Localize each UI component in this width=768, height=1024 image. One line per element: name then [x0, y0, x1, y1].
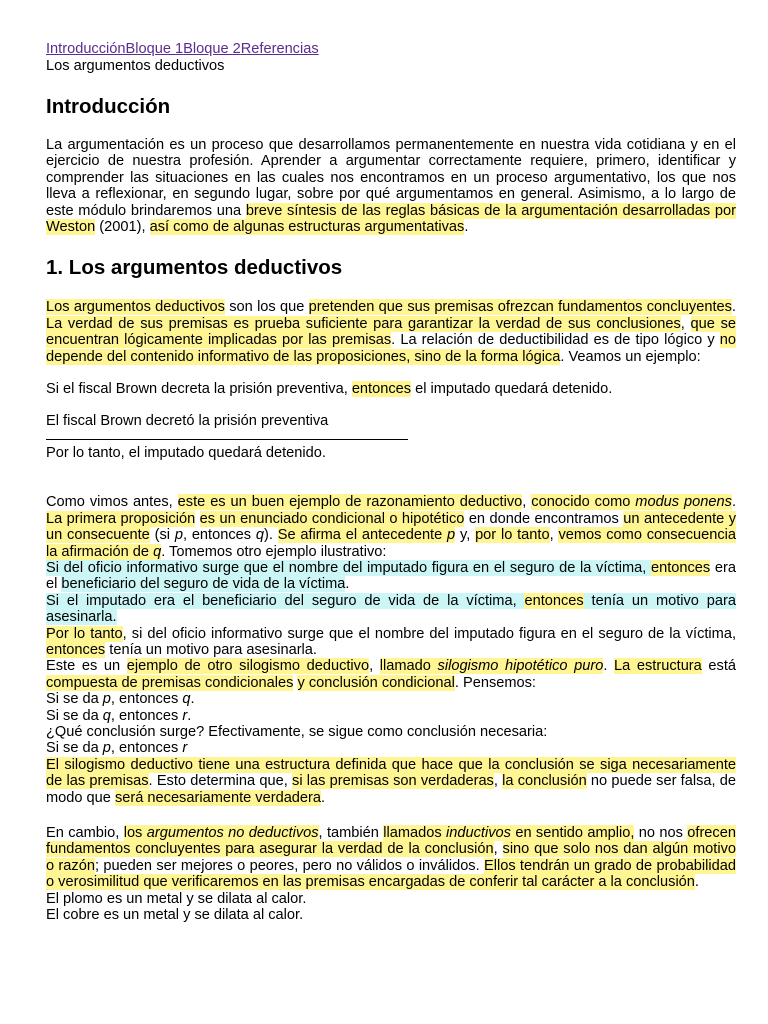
- text: Si se da: [46, 707, 103, 724]
- highlight: entonces: [524, 592, 584, 609]
- text: silogismo hipotético puro: [437, 658, 604, 675]
- text: , entonces: [110, 707, 183, 724]
- text: Se afirma el antecedente: [277, 527, 448, 544]
- text: , entonces: [110, 740, 183, 757]
- text: Si se da: [46, 691, 103, 708]
- text: era el: [46, 559, 736, 593]
- text: modus ponens: [635, 494, 732, 511]
- highlight: si las premisas son verdaderas: [292, 773, 494, 790]
- text: Como vimos antes,: [46, 494, 178, 511]
- syllogism-premise-2: [46, 593, 736, 626]
- text: . Veamos un ejemplo:: [560, 348, 701, 365]
- text: r: [182, 740, 188, 757]
- highlight: breve síntesis de las reglas básicas de la argumentación desarrolladas por Weston: [46, 202, 736, 236]
- text: .: [694, 874, 699, 891]
- text: . La relación de deductibilidad es de tipo lógico y: [391, 332, 720, 349]
- highlight: que se encuentran lógicamente implicadas por las premisas: [46, 315, 736, 349]
- highlight: entonces: [351, 381, 412, 398]
- text: está: [701, 658, 737, 675]
- highlight: pretenden que sus premisas ofrezcan fundamentos concluyentes: [308, 299, 732, 316]
- top-nav: [46, 41, 736, 58]
- text: en sentido amplio,: [510, 825, 635, 841]
- highlight: sino que solo nos dan algún motivo o razón: [46, 841, 737, 874]
- text: r: [182, 707, 188, 724]
- page-subtitle: Los argumentos deductivos: [46, 58, 225, 74]
- text: . Esto determina que,: [148, 773, 293, 790]
- text: .: [731, 299, 736, 316]
- text: ,: [522, 494, 532, 511]
- section1-paragraph-3: [46, 658, 736, 691]
- nav-link-referencias[interactable]: Referencias: [240, 41, 319, 57]
- highlight-cyan: tenía un motivo para asesinarla.: [46, 592, 736, 626]
- section1-paragraph-1: [46, 299, 736, 365]
- heading-introduccion: Introducción: [46, 95, 171, 118]
- text: p: [102, 740, 111, 757]
- highlight: entonces: [46, 641, 106, 658]
- text: En cambio,: [46, 825, 124, 841]
- formal-line-2: [46, 708, 736, 724]
- section1-paragraph-4: [46, 757, 736, 806]
- example-line-3: Por lo tanto, el imputado quedará detenido.: [46, 444, 326, 461]
- text: .: [345, 576, 350, 593]
- highlight-cyan: Si del oficio informativo surge que el nombre del imputado figura en el seguro de la víctima,: [46, 559, 651, 576]
- text: vemos como consecuencia la afirmación de: [46, 527, 736, 560]
- text: , entonces: [110, 691, 183, 708]
- text: Este es un: [46, 658, 127, 675]
- highlight: La verdad de sus premisas es prueba suficiente para garantizar la verdad de sus conclusiones: [46, 315, 681, 332]
- text: . Pensemos:: [454, 674, 536, 691]
- highlight: no depende del contenido informativo de las proposiciones, sino de la forma lógica: [46, 332, 736, 365]
- text: .: [603, 658, 615, 675]
- text: el imputado quedará detenido.: [411, 381, 613, 398]
- text: q: [255, 527, 264, 544]
- highlight: La estructura: [614, 658, 702, 675]
- text: q: [182, 691, 191, 708]
- text: ,: [369, 658, 380, 675]
- text: en donde encontramos: [464, 510, 624, 527]
- highlight: El silogismo deductivo tiene una estructura definida que hace que la conclusión se siga necesariamente de las premisas: [46, 756, 736, 790]
- highlight: ejemplo de otro silogismo deductivo: [126, 658, 370, 675]
- text: no puede ser falsa, de modo que: [46, 773, 737, 806]
- highlight: será necesariamente verdadera: [114, 789, 322, 806]
- text: La argumentación es un proceso que desarrollamos permanentemente en nuestra vida cotidiana y en el ejercicio de nuestra profesión. Aprender a argumentar correctamente requiere, primero, identificar y comprender las situaciones en las cuales nos encontramos en un proceso argumentativo, los que nos lleva a reflexionar, en segundo lugar, sobre por qué argumentamos en general. Asimismo, a lo largo de este módulo brindaremos una: [46, 137, 736, 219]
- text: tenía un motivo para asesinarla.: [105, 641, 317, 658]
- conclusion-divider: [46, 439, 408, 440]
- text: Si el fiscal Brown decreta la prisión preventiva,: [46, 381, 352, 398]
- nav-link-bloque-1[interactable]: Bloque 1: [125, 41, 184, 57]
- highlight: por lo tanto: [475, 527, 550, 544]
- highlight: compuesta de premisas condicionales: [46, 674, 294, 691]
- text: .: [321, 789, 326, 806]
- highlight: entonces: [650, 559, 711, 576]
- highlight-cyan: Si el imputado era el beneficiario del seguro de vida de la víctima,: [46, 592, 525, 609]
- text: , entonces: [182, 527, 256, 544]
- highlight: La primera proposición: [46, 510, 196, 527]
- syllogism-conclusion: [46, 626, 736, 659]
- text: q: [153, 543, 162, 560]
- text: (si: [149, 527, 175, 544]
- highlight: este es un buen ejemplo de razonamiento deductivo: [177, 494, 523, 511]
- text: llamado: [379, 658, 438, 675]
- highlight: y conclusión condicional: [297, 674, 455, 691]
- text: .: [190, 691, 195, 708]
- text: son los que: [224, 299, 309, 316]
- nav-link-bloque-2[interactable]: Bloque 2: [183, 41, 241, 57]
- text: , si del oficio informativo surge que el nombre del imputado figura en el seguro de la víctima,: [122, 625, 736, 642]
- intro-paragraph: [46, 137, 736, 235]
- formal-line-1: [46, 691, 736, 707]
- text: llamados: [383, 825, 447, 841]
- highlight: [383, 825, 634, 841]
- nav-link-introduccion[interactable]: Introducción: [46, 41, 126, 57]
- highlight: [380, 658, 604, 674]
- highlight: Los argumentos deductivos: [46, 299, 225, 316]
- section1-paragraph-5: [46, 825, 736, 891]
- formal-line-4: [46, 740, 736, 756]
- formal-line-3: ¿Qué conclusión surge? Efectivamente, se sigue como conclusión necesaria:: [46, 723, 548, 740]
- heading-section-1: 1. Los argumentos deductivos: [46, 256, 343, 280]
- text: ,: [493, 841, 503, 858]
- highlight-cyan: beneficiario del seguro de vida de la víctima: [61, 576, 346, 593]
- text: y,: [455, 527, 476, 544]
- text: . Tomemos otro ejemplo ilustrativo:: [161, 543, 387, 560]
- highlight: así como de algunas estructuras argumentativas: [149, 219, 465, 236]
- text: ).: [263, 527, 278, 544]
- text: (2001),: [95, 219, 150, 236]
- text: p: [102, 691, 111, 708]
- highlight: la conclusión: [502, 773, 587, 790]
- text: Si se da: [46, 740, 103, 757]
- closing-line-1: El plomo es un metal y se dilata al calor.: [46, 890, 307, 907]
- section1-paragraph-2: [46, 494, 736, 560]
- text: p: [174, 527, 183, 544]
- text: .: [187, 707, 192, 724]
- highlight: Ellos tendrán un grado de probabilidad o verosimilitud que verificaremos en las premisas encargadas de conferir tal carácter a la conclusión: [46, 857, 736, 891]
- text: argumentos no deductivos: [146, 825, 319, 841]
- text: ,: [549, 527, 559, 544]
- highlight: un antecedente y un consecuente: [46, 510, 737, 544]
- example-line-1: [46, 381, 736, 397]
- text: , también: [318, 825, 384, 841]
- highlight: ofrecen fundamentos concluyentes para asegurar la verdad de la conclusión: [46, 825, 736, 858]
- highlight: [124, 825, 319, 841]
- text: inductivos: [446, 825, 511, 841]
- highlight: [278, 527, 455, 543]
- syllogism-premise-1: [46, 560, 736, 593]
- text: ,: [493, 773, 503, 790]
- text: no nos: [634, 825, 688, 841]
- text: conocido como: [531, 494, 636, 511]
- text: los: [123, 825, 147, 841]
- highlight: Por lo tanto: [46, 625, 123, 642]
- text: .: [731, 494, 736, 511]
- text: [195, 511, 199, 527]
- text: ; pueden ser mejores o peores, pero no válidos o inválidos.: [94, 857, 484, 874]
- text: p: [447, 527, 456, 544]
- document-content: [46, 41, 736, 923]
- text: .: [464, 219, 469, 236]
- text: ,: [680, 315, 691, 332]
- text: q: [102, 707, 111, 724]
- closing-line-2: El cobre es un metal y se dilata al calor.: [46, 907, 304, 924]
- highlight: es un enunciado condicional o hipotético: [199, 510, 465, 527]
- highlight: [531, 494, 732, 510]
- example-line-2: El fiscal Brown decretó la prisión preventiva: [46, 413, 329, 430]
